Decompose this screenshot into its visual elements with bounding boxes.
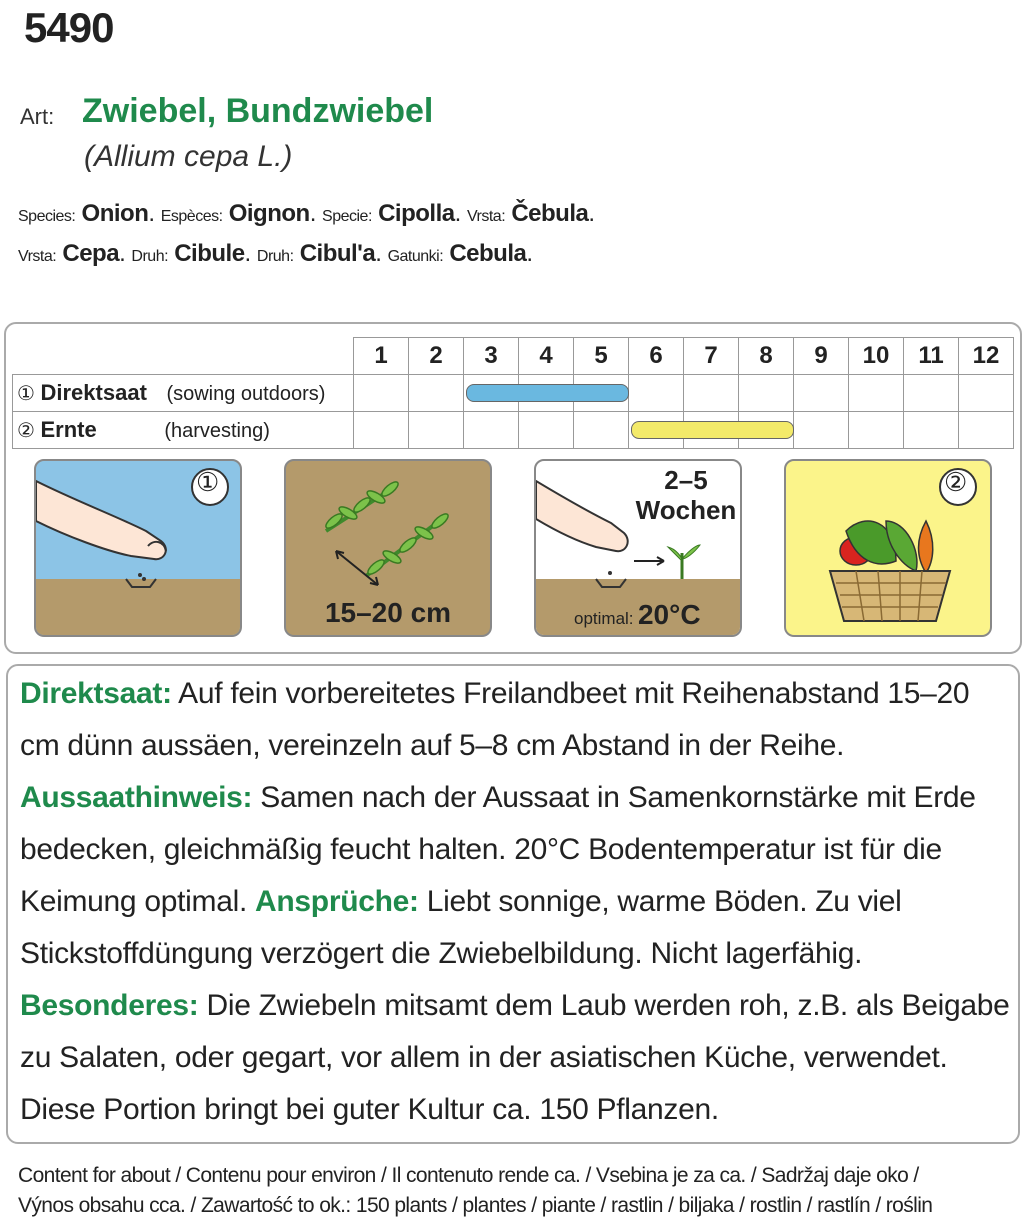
species-value: Cipolla <box>378 200 455 227</box>
month-8: 8 <box>739 338 794 375</box>
row-label-sowing: ① Direktsaat (sowing outdoors) <box>13 375 354 412</box>
species-line-2: Vrsta: Cepa. Druh: Cibule. Druh: Cibul'a. Gatunki: Cebula. <box>18 240 533 267</box>
panel-sowing <box>34 459 242 637</box>
row-spacing-label: 15–20 cm <box>324 597 452 628</box>
optimal-temperature: optimal: 20°C <box>574 599 701 630</box>
month-6: 6 <box>629 338 684 375</box>
species-label: Espèces: <box>160 208 223 225</box>
species-line-1: Species: Onion. Espèces: Oignon. Specie: Cipolla. Vrsta: Čebula. <box>18 200 595 227</box>
harvest-period-bar <box>631 421 794 439</box>
month-1: 1 <box>354 338 409 375</box>
month-11: 11 <box>904 338 959 375</box>
species-value: Cepa <box>62 240 120 267</box>
species-value: Cibule <box>174 240 245 267</box>
row-label-harvest: ② Ernte (harvesting) <box>13 412 354 449</box>
step-badge: ① <box>196 467 220 497</box>
footer-line-1: Content for about / Contenu pour environ / Il contenuto rende ca. / Vsebina je za ca. / Sadržaj daje oko / <box>18 1164 919 1187</box>
month-7: 7 <box>684 338 739 375</box>
species-label: Vrsta: <box>18 248 57 265</box>
month-12: 12 <box>959 338 1014 375</box>
month-9: 9 <box>794 338 849 375</box>
species-value: Cebula <box>449 240 527 267</box>
step-badge: ② <box>944 467 968 497</box>
species-value: Čebula <box>511 200 589 227</box>
month-4: 4 <box>519 338 574 375</box>
species-label: Vrsta: <box>466 208 506 225</box>
weeks-label: 2–5 Wochen <box>635 465 737 525</box>
month-5: 5 <box>574 338 629 375</box>
panel-germination <box>534 459 742 637</box>
species-label: Druh: <box>131 248 169 265</box>
product-code: 5490 <box>24 4 114 51</box>
instruction-direktsaat: Direktsaat: Auf fein vorbereitetes Freilandbeet mit Reihenabstand 15–20 cm dünn aussäen, vereinzeln auf 5–8 cm Abstand in der Reihe. <box>20 677 970 762</box>
panel-harvest <box>784 459 992 637</box>
sowing-period-bar <box>466 384 629 402</box>
latin-name: (Allium cepa L.) <box>84 140 293 173</box>
species-label: Species: <box>18 208 76 225</box>
species-value: Cibul'a <box>299 240 376 267</box>
instruction-portion: Diese Portion bringt bei guter Kultur ca. 150 Pflanzen. <box>20 1093 719 1126</box>
instruction-aussaathinweis: Aussaathinweis: Samen nach der Aussaat in Samenkornstärke mit Erde bedecken, gleichmäßig feucht halten. 20°C Bodentemperatur ist für die Keimung optimal. Ansprüche: Liebt sonnige, warme Böden. Zu viel Stickstoffdüngung verzögert die Zwiebelbildung. Nicht lagerfähig. <box>20 781 976 970</box>
art-label: Art: <box>20 104 55 129</box>
footer-line-2: Výnos obsahu cca. / Zawartość to ok.: 150 plants / plantes / piante / rastlin / biljaka / rostlin / rastlín / roślin <box>18 1194 933 1217</box>
species-value: Onion <box>81 200 149 227</box>
species-label: Druh: <box>256 248 294 265</box>
instruction-besonderes: Besonderes: Die Zwiebeln mitsamt dem Laub werden roh, z.B. als Beigabe zu Salaten, oder gegart, vor allem in der asiatischen Küche, verwendet. <box>20 989 1010 1074</box>
month-10: 10 <box>849 338 904 375</box>
panel-spacing <box>284 459 492 637</box>
month-2: 2 <box>409 338 464 375</box>
species-label: Gatunki: <box>387 248 444 265</box>
species-label: Specie: <box>322 208 372 225</box>
species-value: Oignon <box>228 200 310 227</box>
month-3: 3 <box>464 338 519 375</box>
plant-name: Zwiebel, Bundzwiebel <box>82 92 434 130</box>
